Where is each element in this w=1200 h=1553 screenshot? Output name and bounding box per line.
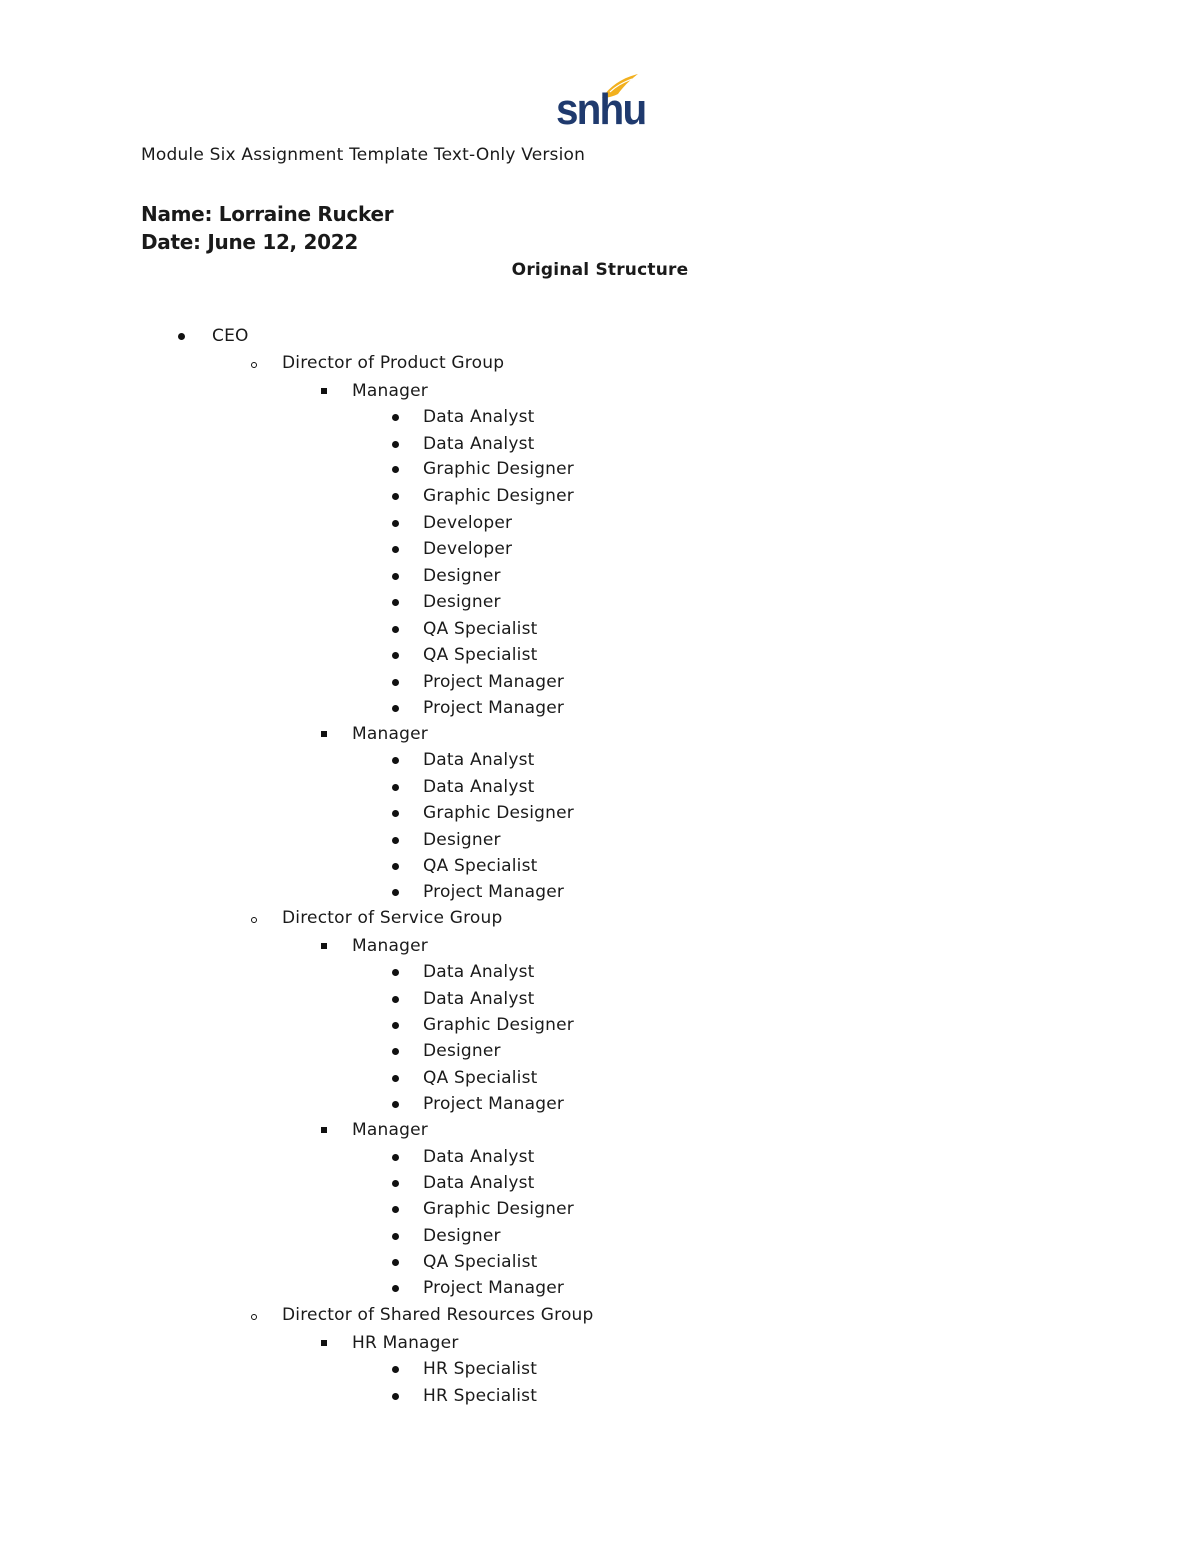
list-item-label: Project Manager bbox=[423, 672, 565, 692]
disc-bullet-icon bbox=[387, 1065, 407, 1091]
list-item-staff bbox=[0, 879, 1200, 905]
disc-bullet-icon bbox=[387, 1275, 407, 1301]
disc-bullet-icon bbox=[387, 456, 407, 482]
disc-bullet-icon bbox=[387, 642, 407, 668]
list-item-label: Data Analyst bbox=[423, 1147, 535, 1167]
snhu-logo bbox=[556, 72, 646, 134]
list-item-label: Data Analyst bbox=[423, 1173, 535, 1193]
list-item-staff bbox=[0, 563, 1200, 589]
disc-bullet-icon bbox=[387, 483, 407, 509]
disc-bullet-icon bbox=[387, 589, 407, 615]
square-bullet-icon bbox=[317, 933, 337, 959]
list-item-staff bbox=[0, 747, 1200, 773]
list-item-label: Designer bbox=[423, 1226, 501, 1246]
list-item-label: Developer bbox=[423, 539, 513, 559]
list-item-staff bbox=[0, 536, 1200, 562]
list-item-manager bbox=[0, 933, 1200, 959]
square-bullet-icon bbox=[317, 721, 337, 747]
list-item-manager bbox=[0, 1117, 1200, 1143]
circle-bullet-icon bbox=[247, 350, 267, 376]
disc-bullet-icon bbox=[387, 616, 407, 642]
list-item-label: Graphic Designer bbox=[423, 1015, 574, 1035]
list-item-label: QA Specialist bbox=[423, 1252, 538, 1272]
disc-bullet-icon bbox=[387, 536, 407, 562]
list-item-staff bbox=[0, 1356, 1200, 1382]
list-item-staff bbox=[0, 1275, 1200, 1301]
list-item-label: Graphic Designer bbox=[423, 803, 574, 823]
list-item-label: CEO bbox=[212, 326, 249, 346]
disc-bullet-icon bbox=[387, 747, 407, 773]
list-item-staff bbox=[0, 616, 1200, 642]
list-item-label: Data Analyst bbox=[423, 407, 535, 427]
list-item-label: Director of Product Group bbox=[282, 353, 505, 373]
template-title: Module Six Assignment Template Text-Only Version bbox=[141, 145, 586, 165]
list-item-director bbox=[0, 350, 1200, 376]
list-item-staff bbox=[0, 510, 1200, 536]
list-item-ceo bbox=[0, 323, 1200, 349]
disc-bullet-icon bbox=[387, 1038, 407, 1064]
list-item-label: Designer bbox=[423, 566, 501, 586]
list-item-label: Project Manager bbox=[423, 1278, 565, 1298]
list-item-manager bbox=[0, 1330, 1200, 1356]
list-item-label: Director of Service Group bbox=[282, 908, 503, 928]
square-bullet-icon bbox=[317, 378, 337, 404]
list-item-label: Designer bbox=[423, 830, 501, 850]
list-item-staff bbox=[0, 483, 1200, 509]
disc-bullet-icon bbox=[387, 800, 407, 826]
disc-bullet-icon bbox=[387, 1223, 407, 1249]
list-item-manager bbox=[0, 378, 1200, 404]
list-item-director bbox=[0, 905, 1200, 931]
list-item-label: HR Manager bbox=[352, 1333, 459, 1353]
list-item-label: Project Manager bbox=[423, 882, 565, 902]
list-item-label: QA Specialist bbox=[423, 1068, 538, 1088]
circle-bullet-icon bbox=[247, 1302, 267, 1328]
list-item-label: Developer bbox=[423, 513, 513, 533]
list-item-label: Data Analyst bbox=[423, 434, 535, 454]
list-item-manager bbox=[0, 721, 1200, 747]
circle-bullet-icon bbox=[247, 905, 267, 931]
list-item-staff bbox=[0, 1223, 1200, 1249]
list-item-staff bbox=[0, 959, 1200, 985]
list-item-label: QA Specialist bbox=[423, 619, 538, 639]
disc-bullet-icon bbox=[387, 879, 407, 905]
disc-bullet-icon bbox=[387, 563, 407, 589]
disc-bullet-icon bbox=[387, 853, 407, 879]
disc-bullet-icon bbox=[387, 1196, 407, 1222]
disc-bullet-icon bbox=[387, 1170, 407, 1196]
list-item-label: Manager bbox=[352, 936, 428, 956]
list-item-label: HR Specialist bbox=[423, 1359, 538, 1379]
list-item-label: Data Analyst bbox=[423, 750, 535, 770]
list-item-label: Designer bbox=[423, 592, 501, 612]
list-item-staff bbox=[0, 774, 1200, 800]
square-bullet-icon bbox=[317, 1330, 337, 1356]
disc-bullet-icon bbox=[387, 1091, 407, 1117]
disc-bullet-icon bbox=[387, 986, 407, 1012]
list-item-staff bbox=[0, 1249, 1200, 1275]
list-item-staff bbox=[0, 1038, 1200, 1064]
list-item-label: Graphic Designer bbox=[423, 1199, 574, 1219]
list-item-staff bbox=[0, 404, 1200, 430]
list-item-staff bbox=[0, 669, 1200, 695]
list-item-label: QA Specialist bbox=[423, 645, 538, 665]
disc-bullet-icon bbox=[387, 959, 407, 985]
list-item-label: QA Specialist bbox=[423, 856, 538, 876]
list-item-label: Manager bbox=[352, 381, 428, 401]
disc-bullet-icon bbox=[173, 323, 193, 349]
section-heading: Original Structure bbox=[511, 260, 689, 280]
list-item-staff bbox=[0, 1196, 1200, 1222]
list-item-staff bbox=[0, 1170, 1200, 1196]
disc-bullet-icon bbox=[387, 1356, 407, 1382]
logo-wordmark: snhu bbox=[556, 85, 646, 134]
list-item-label: Project Manager bbox=[423, 1094, 565, 1114]
list-item-director bbox=[0, 1302, 1200, 1328]
list-item-staff bbox=[0, 431, 1200, 457]
disc-bullet-icon bbox=[387, 1012, 407, 1038]
list-item-staff bbox=[0, 986, 1200, 1012]
disc-bullet-icon bbox=[387, 774, 407, 800]
list-item-staff bbox=[0, 1383, 1200, 1409]
list-item-label: Designer bbox=[423, 1041, 501, 1061]
student-name: Name: Lorraine Rucker bbox=[141, 202, 394, 226]
disc-bullet-icon bbox=[387, 827, 407, 853]
list-item-staff bbox=[0, 853, 1200, 879]
list-item-label: Project Manager bbox=[423, 698, 565, 718]
list-item-staff bbox=[0, 1091, 1200, 1117]
disc-bullet-icon bbox=[387, 669, 407, 695]
list-item-label: Manager bbox=[352, 724, 428, 744]
list-item-label: HR Specialist bbox=[423, 1386, 538, 1406]
disc-bullet-icon bbox=[387, 695, 407, 721]
list-item-staff bbox=[0, 800, 1200, 826]
disc-bullet-icon bbox=[387, 1144, 407, 1170]
list-item-label: Director of Shared Resources Group bbox=[282, 1305, 594, 1325]
square-bullet-icon bbox=[317, 1117, 337, 1143]
list-item-label: Data Analyst bbox=[423, 962, 535, 982]
list-item-label: Data Analyst bbox=[423, 777, 535, 797]
list-item-staff bbox=[0, 456, 1200, 482]
disc-bullet-icon bbox=[387, 404, 407, 430]
disc-bullet-icon bbox=[387, 431, 407, 457]
list-item-label: Graphic Designer bbox=[423, 459, 574, 479]
list-item-staff bbox=[0, 1012, 1200, 1038]
disc-bullet-icon bbox=[387, 1249, 407, 1275]
list-item-staff bbox=[0, 695, 1200, 721]
list-item-staff bbox=[0, 827, 1200, 853]
disc-bullet-icon bbox=[387, 1383, 407, 1409]
submission-date: Date: June 12, 2022 bbox=[141, 230, 358, 254]
list-item-label: Data Analyst bbox=[423, 989, 535, 1009]
list-item-label: Graphic Designer bbox=[423, 486, 574, 506]
list-item-staff bbox=[0, 1065, 1200, 1091]
list-item-staff bbox=[0, 589, 1200, 615]
disc-bullet-icon bbox=[387, 510, 407, 536]
list-item-staff bbox=[0, 1144, 1200, 1170]
list-item-label: Manager bbox=[352, 1120, 428, 1140]
list-item-staff bbox=[0, 642, 1200, 668]
